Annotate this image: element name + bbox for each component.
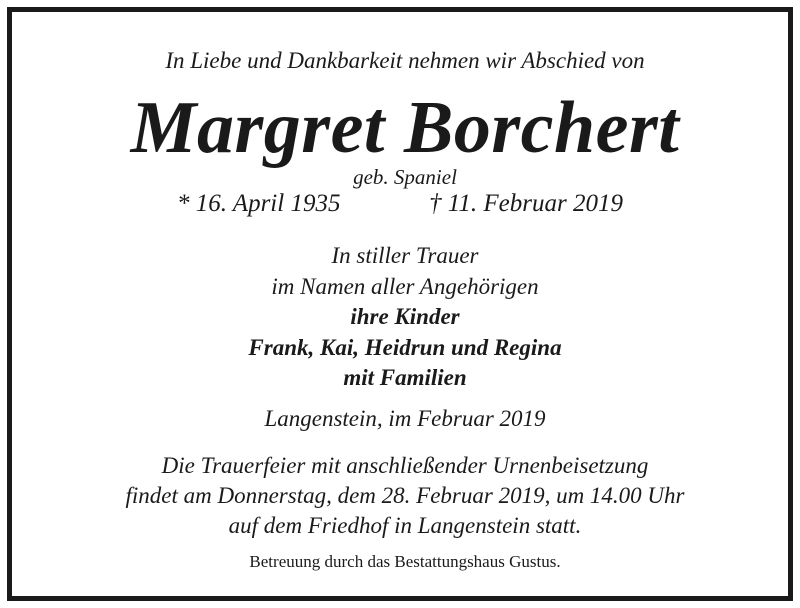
intro-text: In Liebe und Dankbarkeit nehmen wir Abschied von [165,48,645,73]
life-dates [12,190,798,222]
mourning-line: In stiller Trauer [331,243,479,268]
ceremony-line: auf dem Friedhof in Langenstein statt. [228,513,582,538]
obituary-frame [7,7,793,601]
deceased-name: Margret Borchert [130,87,680,169]
children-line: mit Familien [343,365,467,390]
ceremony-line: findet am Donnerstag, dem 28. Februar 2019, um 14.00 Uhr [125,483,685,508]
place-date: Langenstein, im Februar 2019 [264,406,546,431]
birth-date: * 16. April 1935 [177,190,341,217]
children-line: ihre Kinder [350,304,460,329]
ceremony-line: Die Trauerfeier mit anschließender Urnenbeisetzung [161,453,649,478]
mourning-line: im Namen aller Angehörigen [271,274,539,299]
death-date: † 11. Februar 2019 [429,190,623,217]
maiden-name: geb. Spaniel [353,165,457,189]
funeral-home: Betreuung durch das Bestattungshaus Gustus. [249,552,561,571]
children-names: Frank, Kai, Heidrun und Regina [248,335,562,360]
